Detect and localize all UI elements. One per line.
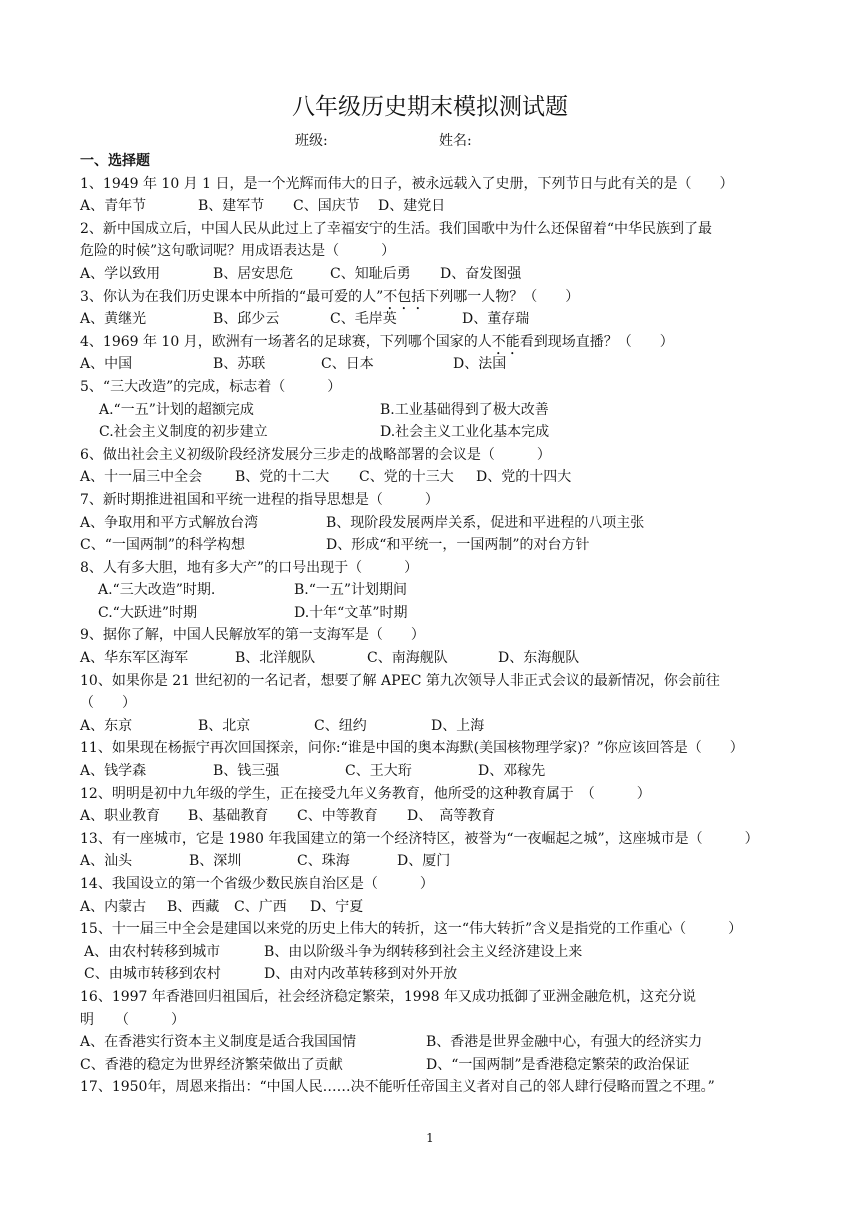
option-d: D、 高等教育 [407,808,496,825]
question-8-options-row2 [80,602,780,625]
option-a: A.“一五”计划的超额完成 [99,401,254,418]
question-4-options [80,353,780,376]
option-b: B、党的十二大 [235,469,330,486]
option-b: B、建军节 [198,198,265,215]
question-13: 13、有一座城市，它是 1980 年我国建立的第一个经济特区，被誉为“一夜崛起之城”，这座城市是（ ） [80,830,759,847]
question-5-options-row1 [80,399,780,422]
question-16-options-row2 [80,1054,780,1077]
option-b: B、钱三强 [213,763,280,780]
question-4-post: 看到现场直播？（ ） [519,333,674,350]
question-2-options [80,263,780,286]
option-d: D.社会主义工业化基本完成 [380,424,550,441]
question-11: 11、如果现在杨振宁再次回国探亲，问你:“谁是中国的奥本海默(美国核物理学家)？”你应该回答是（ ） [80,740,744,757]
question-4-emphasis: 不能 [491,333,520,350]
option-c: C.社会主义制度的初步建立 [99,424,268,441]
question-10: 10、如果你是 21 世纪初的一名记者，想要了解 APEC 第九次领导人非正式会议的最新情况，你会前往 [80,672,720,689]
option-d: D、宁夏 [310,898,364,915]
question-3-post: 下列哪一人物？（ ） [425,288,580,305]
question-8-options-row1 [80,579,780,602]
exam-title: 八年级历史期末模拟测试题 [292,94,568,120]
option-c: C、知耻后勇 [330,265,411,282]
question-5: 5、“三大改造”的完成，标志着（ ） [80,378,342,395]
question-16: 16、1997 年香港回归祖国后，社会经济稳定繁荣，1998 年又成功抵御了亚洲金融危机，这充分说 [80,988,696,1005]
question-4 [80,331,780,354]
question-17: 17、1950年，周恩来指出：“中国人民……决不能听任帝国主义者对自己的邻人肆行侵略而置之不理。” [80,1079,715,1096]
option-c: C、香港的稳定为世界经济繁荣做出了贡献 [80,1056,343,1073]
question-7-options-row1 [80,512,780,535]
option-c: C、中等教育 [297,808,378,825]
question-7: 7、新时期推进祖国和平统一进程的指导思想是（ ） [80,491,439,508]
option-c: C、毛岸英 [330,311,397,328]
option-d: D、厦门 [397,853,451,870]
question-1-options [80,195,780,218]
question-14-options [80,896,780,919]
class-label: 班级: [295,133,328,149]
question-2-cont: 危险的时候”这句歌词呢？用成语表达是（ ） [80,243,396,260]
option-c: C、广西 [234,898,287,915]
question-2: 2、新中国成立后，中国人民从此过上了幸福安宁的生活。我们国歌中为什么还保留着“中华民族到了最 [80,220,713,237]
option-a: A、学以致用 [80,265,161,282]
option-c: C、王大珩 [345,763,412,780]
option-b: B、香港是世界金融中心，有强大的经济实力 [426,1034,703,1051]
option-b: B、邱少云 [213,311,280,328]
option-b: B、北京 [198,717,251,734]
option-c: C、南海舰队 [367,650,448,667]
option-d: D、东海舰队 [498,650,580,667]
question-10-cont: （ ） [80,695,136,712]
option-a: A、争取用和平方式解放台湾 [80,514,259,531]
option-d: D、由对内改革转移到对外开放 [264,966,458,983]
question-3-emphasis: 不包括 [383,288,426,305]
option-b: B、基础教育 [188,808,269,825]
option-b: B、西藏 [167,898,220,915]
question-15-options-row1 [80,941,780,964]
question-3-pre: 3、你认为在我们历史课本中所指的“最可爱的人” [80,288,384,305]
option-b: B、由以阶级斗争为纲转移到社会主义经济建设上来 [264,943,583,960]
question-6: 6、做出社会主义初级阶段经济发展分三步走的战略部署的会议是（ ） [80,446,551,463]
option-c: C、党的十三大 [359,469,454,486]
question-13-options [80,850,780,873]
option-b: B.工业基础得到了极大改善 [380,401,549,418]
question-3-options [80,308,780,331]
option-a: A、职业教育 [80,808,161,825]
option-a: A、华东军区海军 [80,650,189,667]
question-15-options-row2 [80,963,780,986]
option-b: B、苏联 [213,356,266,373]
question-4-pre: 4、1969 年 10 月，欧洲有一场著名的足球赛，下列哪个国家的人 [80,333,492,350]
option-a: A、黄继光 [80,311,147,328]
option-d: D.十年“文革”时期 [294,604,408,621]
option-d: D、形成“和平统一，一国两制”的对台方针 [326,537,590,554]
question-5-options-row2 [80,421,780,444]
option-a: A、在香港实行资本主义制度是适合我国国情 [80,1034,357,1051]
question-10-options [80,715,780,738]
question-6-options [80,466,780,489]
option-c: C.“大跃进”时期 [98,604,197,621]
question-list [80,150,780,1099]
option-a: A、汕头 [80,853,133,870]
question-9-options [80,647,780,670]
question-15: 15、十一届三中全会是建国以来党的历史上伟大的转折，这一“伟大转折”含义是指党的工作重心（ ） [80,921,743,938]
option-c: C、国庆节 [293,198,360,215]
option-a: A、由农村转移到城市 [84,943,221,960]
question-3 [80,286,780,309]
question-11-options [80,760,780,783]
option-d: D、董存瑞 [462,311,530,328]
option-a: A、十一届三中全会 [80,469,203,486]
option-d: D、法国 [453,356,507,373]
option-b: B、深圳 [189,853,242,870]
question-12: 12、明明是初中九年级的学生，正在接受九年义务教育，他所受的这种教育属于 （ ） [80,785,651,802]
option-a: A.“三大改造”时期. [98,582,216,599]
option-b: B.“一五”计划期间 [294,582,408,599]
option-a: A、青年节 [80,198,147,215]
option-d: D、上海 [431,717,485,734]
option-d: D、党的十四大 [476,469,572,486]
name-label: 姓名: [439,133,472,149]
option-c: C、由城市转移到农村 [84,966,221,983]
option-d: D、奋发图强 [440,265,522,282]
question-1: 1、1949 年 10 月 1 日，是一个光辉而伟大的日子，被永远载入了史册，下列节日与此有关的是（ ） [80,175,734,192]
question-7-options-row2 [80,534,780,557]
option-d: D、“一国两制”是香港稳定繁荣的政治保证 [426,1056,690,1073]
question-8: 8、人有多大胆，地有多大产”的口号出现于（ ） [80,559,419,576]
option-c: C、珠海 [297,853,350,870]
option-d: D、建党日 [378,198,446,215]
option-a: A、钱学森 [80,763,147,780]
option-a: A、中国 [80,356,133,373]
option-c: C、“一国两制”的科学构想 [80,537,246,554]
section-title: 一、选择题 [80,153,150,169]
question-12-options [80,805,780,828]
option-a: A、东京 [80,717,133,734]
question-16-options-row1 [80,1031,780,1054]
option-c: C、纽约 [314,717,367,734]
question-14: 14、我国设立的第一个省级少数民族自治区是（ ） [80,876,434,892]
question-16-cont: 明 （ ） [80,1011,185,1028]
question-9: 9、据你了解，中国人民解放军的第一支海军是（ ） [80,627,425,644]
student-info-row [0,130,860,150]
option-b: B、北洋舰队 [235,650,316,667]
option-a: A、内蒙古 [80,898,147,915]
option-d: D、邓稼先 [478,763,546,780]
page-number: 1 [426,1131,434,1145]
option-c: C、日本 [321,356,374,373]
option-b: B、现阶段发展两岸关系，促进和平进程的八项主张 [326,514,645,531]
option-b: B、居安思危 [213,265,294,282]
